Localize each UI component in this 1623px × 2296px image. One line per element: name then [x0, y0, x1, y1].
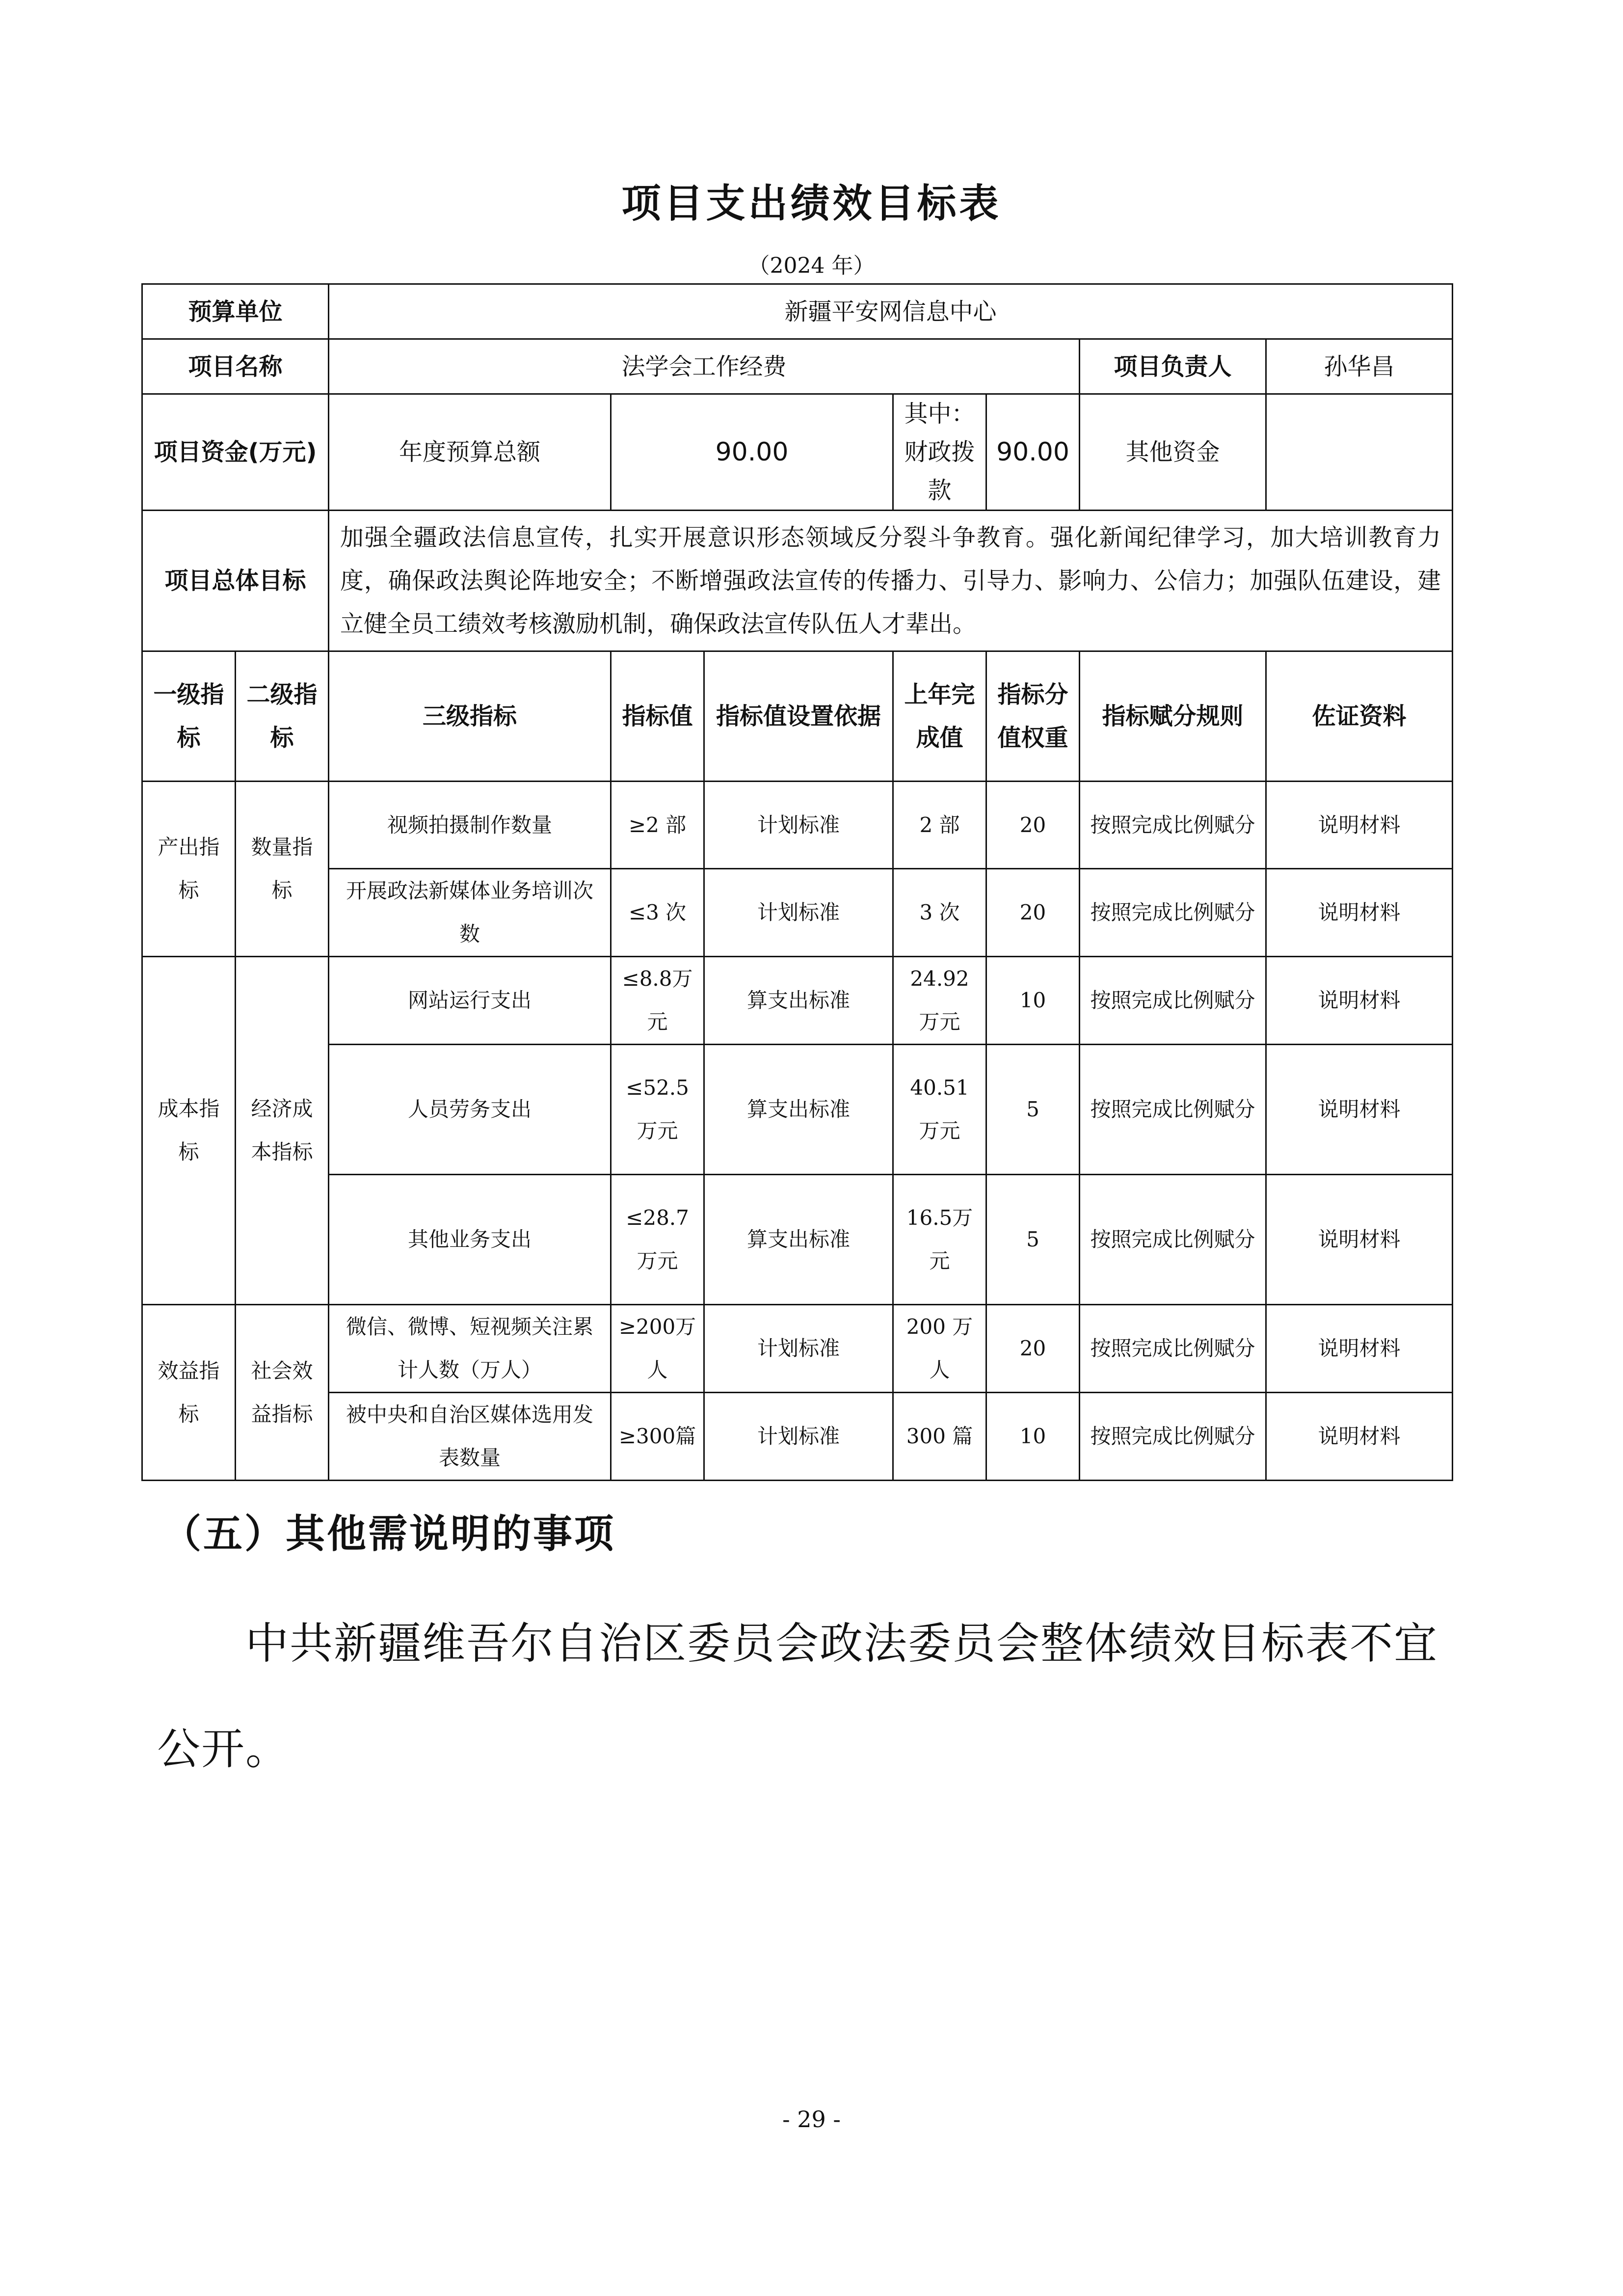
- table-row: [142, 1175, 1453, 1305]
- last-cell: 2 部: [893, 782, 986, 869]
- budget-unit-value: 新疆平安网信息中心: [329, 284, 1453, 339]
- basis-cell: 计划标准: [704, 1305, 893, 1393]
- project-name-label: 项目名称: [142, 339, 329, 394]
- l3-cell: 其他业务支出: [329, 1175, 611, 1305]
- col-l1: 一级指标: [142, 651, 236, 782]
- value-cell: ≥200万人: [611, 1305, 704, 1393]
- last-cell: 200 万人: [893, 1305, 986, 1393]
- l3-cell: 人员劳务支出: [329, 1045, 611, 1175]
- l2-cell: 数量指标: [236, 782, 329, 957]
- l2-cell: 经济成本指标: [236, 957, 329, 1305]
- value-cell: ≤3 次: [611, 869, 704, 957]
- leader-label: 项目负责人: [1080, 339, 1266, 394]
- last-cell: 40.51万元: [893, 1045, 986, 1175]
- basis-cell: 计划标准: [704, 1393, 893, 1481]
- l3-cell: 微信、微博、短视频关注累计人数（万人）: [329, 1305, 611, 1393]
- rule-cell: 按照完成比例赋分: [1080, 1393, 1266, 1481]
- last-cell: 300 篇: [893, 1393, 986, 1481]
- l1-cell: 成本指标: [142, 957, 236, 1305]
- col-rule: 指标赋分规则: [1080, 651, 1266, 782]
- leader-value: 孙华昌: [1266, 339, 1453, 394]
- evidence-cell: 说明材料: [1266, 1045, 1453, 1175]
- value-cell: ≥2 部: [611, 782, 704, 869]
- table-row: [142, 1393, 1453, 1481]
- performance-table: [141, 283, 1453, 1481]
- table-row: [142, 869, 1453, 957]
- weight-cell: 5: [986, 1175, 1080, 1305]
- l3-cell: 视频拍摄制作数量: [329, 782, 611, 869]
- weight-cell: 10: [986, 957, 1080, 1045]
- goal-label: 项目总体目标: [142, 511, 329, 651]
- evidence-cell: 说明材料: [1266, 782, 1453, 869]
- value-cell: ≤28.7万元: [611, 1175, 704, 1305]
- annual-total-value: 90.00: [611, 394, 893, 511]
- basis-cell: 算支出标准: [704, 1175, 893, 1305]
- basis-cell: 计划标准: [704, 782, 893, 869]
- annual-total-label: 年度预算总额: [329, 394, 611, 511]
- other-funds-value: [1266, 394, 1453, 511]
- rule-cell: 按照完成比例赋分: [1080, 869, 1266, 957]
- l2-cell: 社会效益指标: [236, 1305, 329, 1481]
- value-cell: ≤8.8万元: [611, 957, 704, 1045]
- col-l2: 二级指标: [236, 651, 329, 782]
- weight-cell: 5: [986, 1045, 1080, 1175]
- weight-cell: 20: [986, 1305, 1080, 1393]
- weight-cell: 20: [986, 869, 1080, 957]
- body-paragraph: 中共新疆维吾尔自治区委员会政法委员会整体绩效目标表不宜公开。: [157, 1618, 1438, 1774]
- funds-label: 项目资金(万元): [142, 394, 329, 511]
- fiscal-value: 90.00: [986, 394, 1080, 511]
- other-funds-label: 其他资金: [1080, 394, 1266, 511]
- page-title: 项目支出绩效目标表: [621, 181, 1002, 226]
- rule-cell: 按照完成比例赋分: [1080, 957, 1266, 1045]
- last-cell: 16.5万元: [893, 1175, 986, 1305]
- rule-cell: 按照完成比例赋分: [1080, 1305, 1266, 1393]
- table-row: [142, 957, 1453, 1045]
- evidence-cell: 说明材料: [1266, 957, 1453, 1045]
- budget-unit-label: 预算单位: [142, 284, 329, 339]
- basis-cell: 算支出标准: [704, 957, 893, 1045]
- evidence-cell: 说明材料: [1266, 1305, 1453, 1393]
- rule-cell: 按照完成比例赋分: [1080, 1175, 1266, 1305]
- page-number: - 29 -: [782, 2106, 841, 2133]
- section-heading: （五）其他需说明的事项: [162, 1511, 615, 1557]
- col-last: 上年完成值: [893, 651, 986, 782]
- basis-cell: 算支出标准: [704, 1045, 893, 1175]
- value-cell: ≥300篇: [611, 1393, 704, 1481]
- goal-value: 加强全疆政法信息宣传，扎实开展意识形态领域反分裂斗争教育。强化新闻纪律学习，加大培训教育力度，确保政法舆论阵地安全；不断增强政法宣传的传播力、引导力、影响力、公信力；加强队伍建设，建立健全员工绩效考核激励机制，确保政法宣传队伍人才辈出。: [329, 511, 1453, 651]
- col-weight: 指标分值权重: [986, 651, 1080, 782]
- table-row: [142, 782, 1453, 869]
- rule-cell: 按照完成比例赋分: [1080, 782, 1266, 869]
- l1-cell: 产出指标: [142, 782, 236, 957]
- table-row: [142, 1045, 1453, 1175]
- evidence-cell: 说明材料: [1266, 869, 1453, 957]
- weight-cell: 20: [986, 782, 1080, 869]
- project-name-value: 法学会工作经费: [329, 339, 1080, 394]
- table-row: [142, 1305, 1453, 1393]
- l3-cell: 被中央和自治区媒体选用发表数量: [329, 1393, 611, 1481]
- l3-cell: 开展政法新媒体业务培训次数: [329, 869, 611, 957]
- evidence-cell: 说明材料: [1266, 1175, 1453, 1305]
- fiscal-label: 其中：财政拨款: [893, 394, 986, 511]
- col-l3: 三级指标: [329, 651, 611, 782]
- value-cell: ≤52.5万元: [611, 1045, 704, 1175]
- last-cell: 3 次: [893, 869, 986, 957]
- weight-cell: 10: [986, 1393, 1080, 1481]
- evidence-cell: 说明材料: [1266, 1393, 1453, 1481]
- rule-cell: 按照完成比例赋分: [1080, 1045, 1266, 1175]
- col-value: 指标值: [611, 651, 704, 782]
- col-basis: 指标值设置依据: [704, 651, 893, 782]
- l3-cell: 网站运行支出: [329, 957, 611, 1045]
- table-year: （2024 年）: [748, 253, 875, 278]
- last-cell: 24.92万元: [893, 957, 986, 1045]
- col-evidence: 佐证资料: [1266, 651, 1453, 782]
- basis-cell: 计划标准: [704, 869, 893, 957]
- l1-cell: 效益指标: [142, 1305, 236, 1481]
